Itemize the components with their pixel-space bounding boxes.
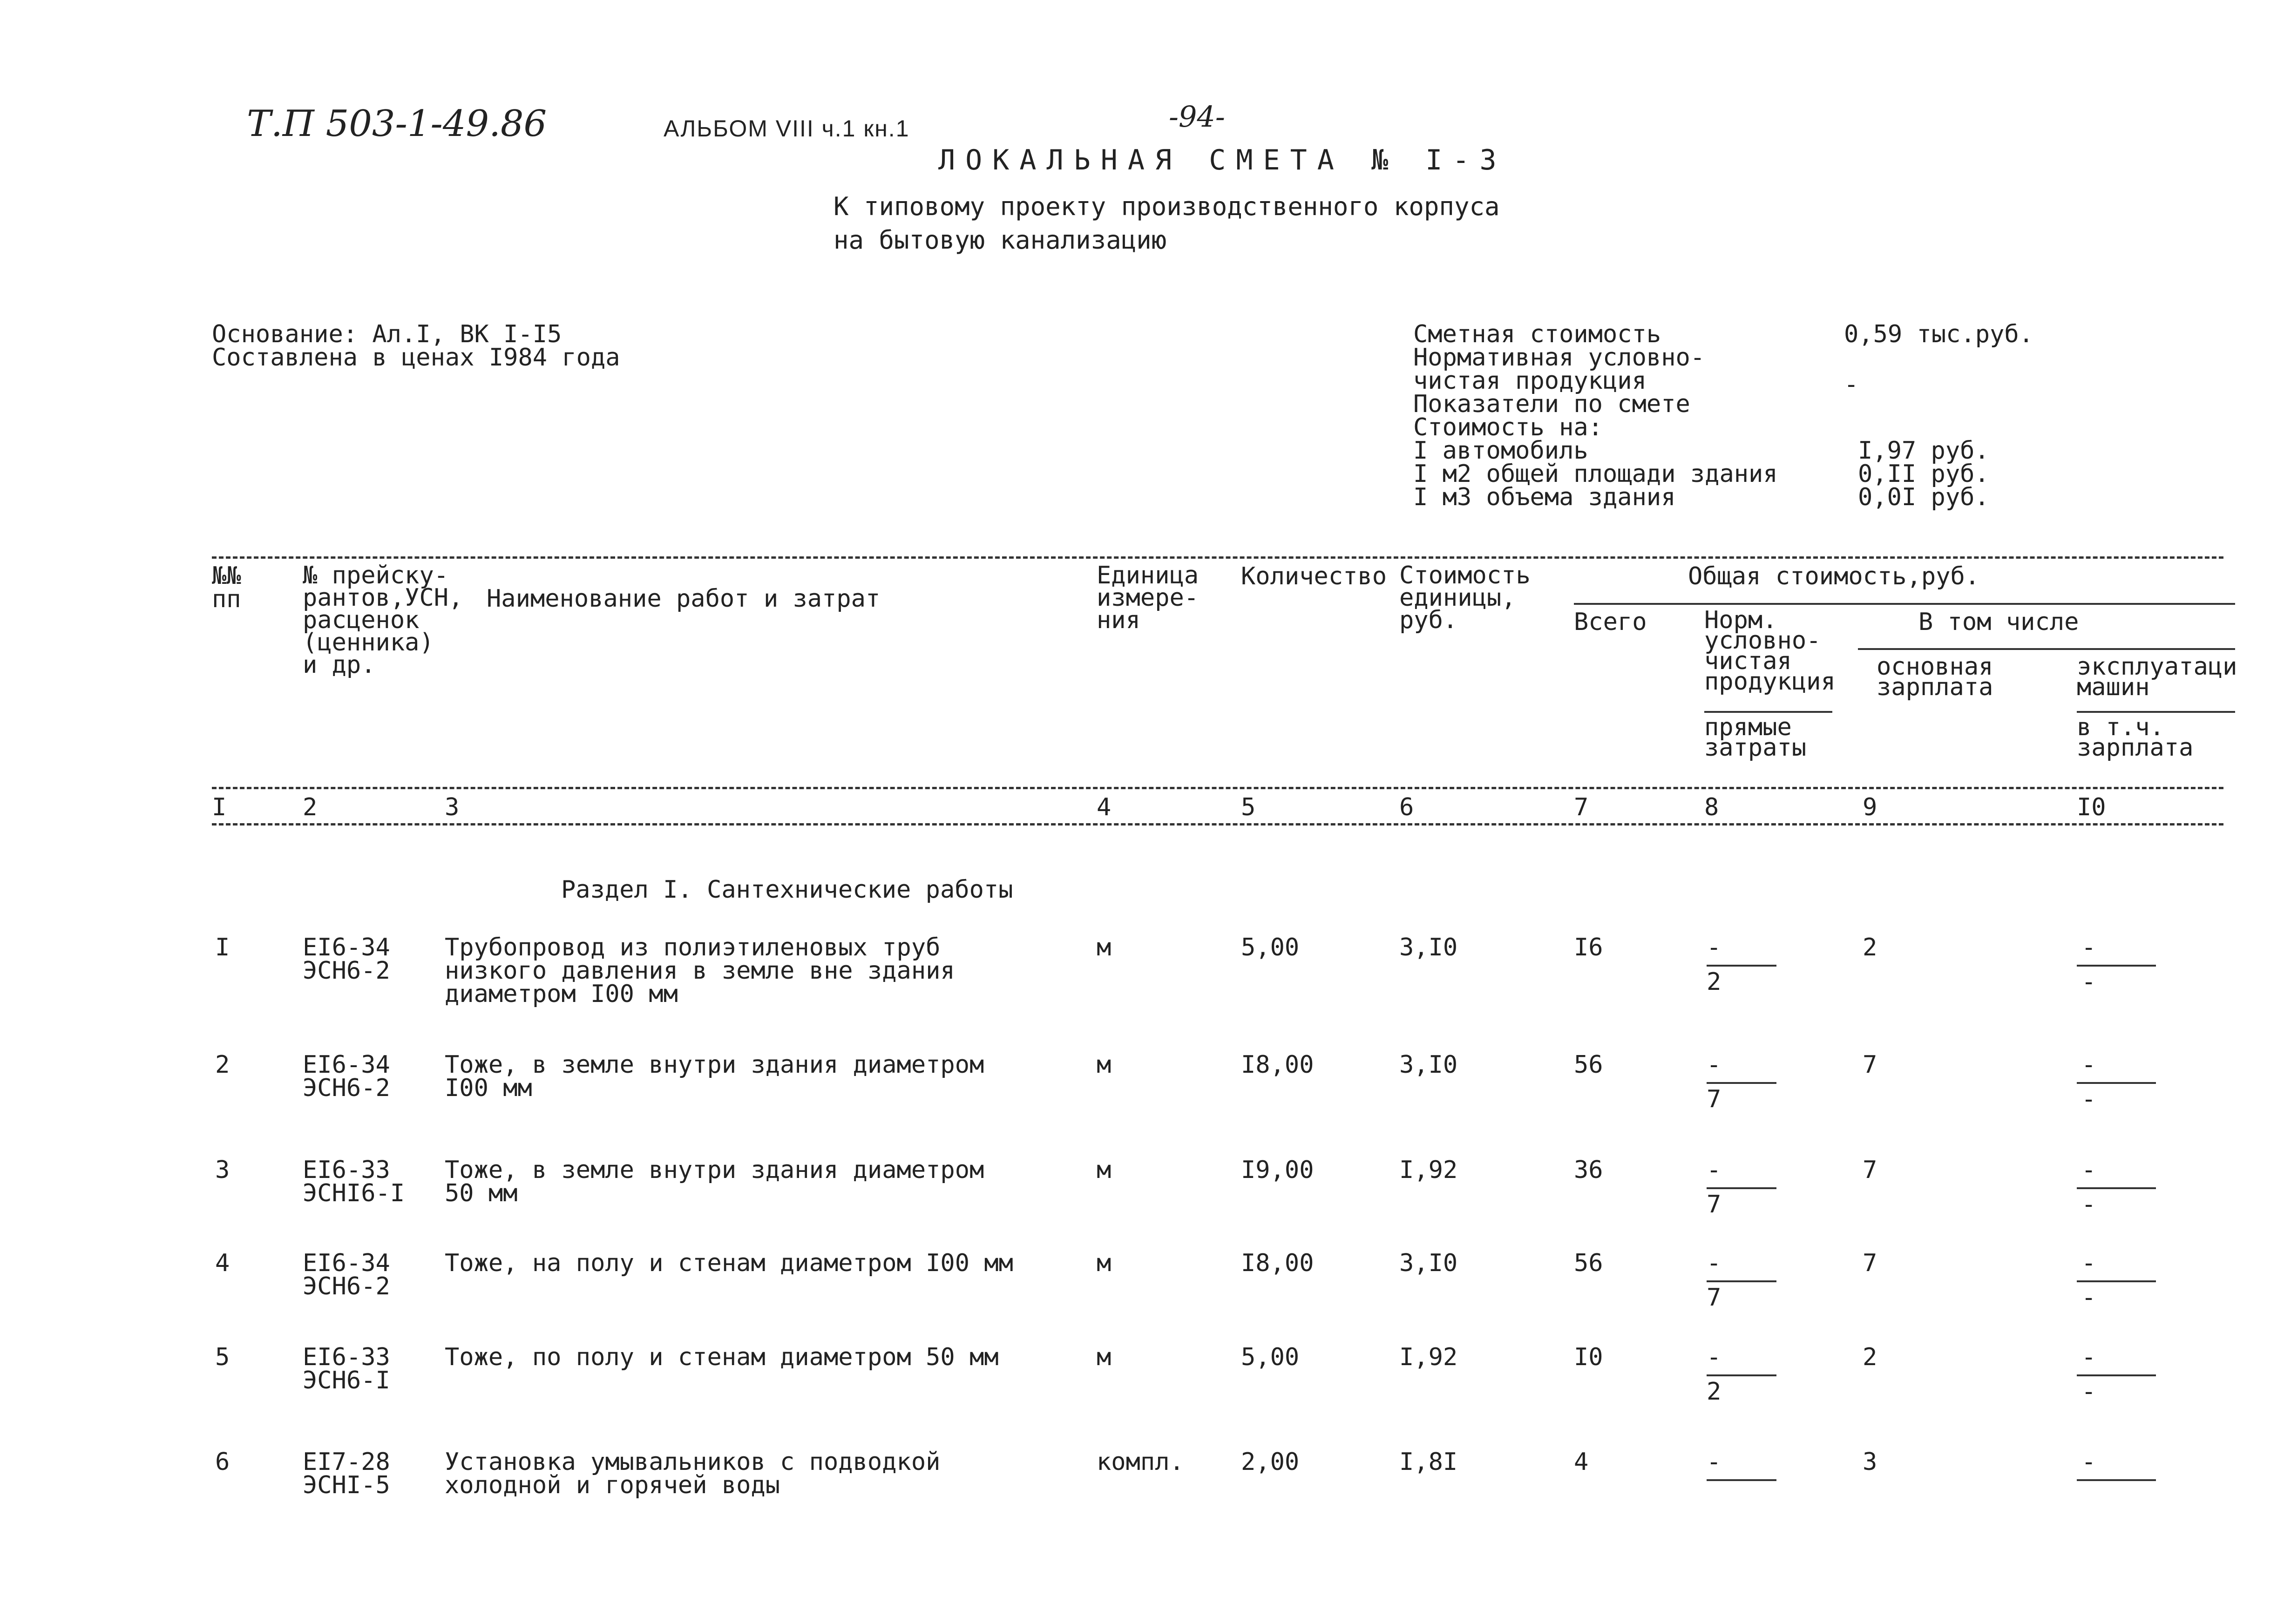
column-header-code: № прейску- рантов,УСН, расценок (ценника) и др. [303, 562, 463, 679]
column-header-direct-costs: прямые затраты [1704, 713, 1807, 762]
row-machine-top: - [2081, 1343, 2096, 1371]
estimated-cost-label: Сметная стоимость [1413, 320, 1661, 348]
row-unit: м [1097, 1156, 1112, 1184]
row-machine-bottom: - [2081, 968, 2096, 996]
row-machine-top: - [2081, 1051, 2096, 1079]
row-norm-fraction-line [1707, 1187, 1776, 1189]
row-machine-fraction-line [2077, 1082, 2156, 1084]
row-norm-fraction-line [1707, 1479, 1776, 1481]
column-number-10: I0 [2077, 793, 2106, 821]
row-number: 3 [215, 1156, 230, 1184]
row-quantity: 5,00 [1241, 934, 1300, 961]
indicators-label: Показатели по смете [1413, 390, 1690, 418]
row-work-name: Тоже, на полу и стенам диаметром I00 мм [445, 1249, 1013, 1277]
row-unit-price: I,8I [1399, 1448, 1458, 1476]
row-number: 2 [215, 1051, 230, 1079]
row-wage: 7 [1863, 1051, 1877, 1079]
per-m2-value: 0,II руб. [1858, 460, 1989, 488]
basis-line: Основание: Ал.I, ВК I-I5 [212, 320, 562, 348]
row-total: I0 [1574, 1343, 1603, 1371]
per-m3-value: 0,0I руб. [1858, 483, 1989, 511]
row-work-name: Тоже, по полу и стенам диаметром 50 мм [445, 1343, 999, 1371]
row-norm-top: - [1707, 1051, 1721, 1079]
row-norm-top: - [1707, 1156, 1721, 1184]
row-unit: м [1097, 1343, 1112, 1371]
row-work-name: Тоже, в земле внутри здания диаметром I00 мм [445, 1051, 984, 1102]
norm-product-rule [1704, 711, 1832, 713]
row-norm-top: - [1707, 934, 1721, 961]
row-quantity: 5,00 [1241, 1343, 1300, 1371]
row-machine-top: - [2081, 1448, 2096, 1476]
column-header-number: №№ пп [212, 562, 241, 613]
row-unit: м [1097, 1051, 1112, 1079]
column-number-3: 3 [445, 793, 460, 821]
column-header-total-cost: Общая стоимость,руб. [1688, 562, 1980, 590]
column-number-5: 5 [1241, 793, 1256, 821]
per-m2-label: I м2 общей площади здания [1413, 460, 1778, 488]
row-code: EI6-34 ЭСН6-2 [303, 934, 390, 985]
row-norm-top: - [1707, 1448, 1721, 1476]
row-number: 4 [215, 1249, 230, 1277]
row-norm-bottom: 7 [1707, 1191, 1721, 1218]
row-total: 56 [1574, 1051, 1603, 1079]
row-norm-bottom: 7 [1707, 1284, 1721, 1312]
section-title: Раздел I. Сантехнические работы [561, 876, 1013, 904]
row-quantity: I8,00 [1241, 1051, 1314, 1079]
row-quantity: I8,00 [1241, 1249, 1314, 1277]
row-wage: 7 [1863, 1156, 1877, 1184]
row-norm-top: - [1707, 1343, 1721, 1371]
row-wage: 3 [1863, 1448, 1877, 1476]
row-unit: компл. [1097, 1448, 1184, 1476]
row-norm-top: - [1707, 1249, 1721, 1277]
row-code: EI6-33 ЭСНI6-I [303, 1156, 405, 1207]
column-number-8: 8 [1704, 793, 1719, 821]
row-wage: 7 [1863, 1249, 1877, 1277]
row-number: 5 [215, 1343, 230, 1371]
row-machine-fraction-line [2077, 1280, 2156, 1282]
column-number-1: I [212, 793, 227, 821]
row-machine-bottom: - [2081, 1191, 2096, 1218]
row-total: 4 [1574, 1448, 1589, 1476]
row-total: I6 [1574, 934, 1603, 961]
column-number-7: 7 [1574, 793, 1589, 821]
total-cost-rule [1574, 603, 2235, 605]
row-number: 6 [215, 1448, 230, 1476]
column-header-machine-operation: эксплуатаци машин [2077, 653, 2237, 701]
column-number-4: 4 [1097, 793, 1112, 821]
column-number-2: 2 [303, 793, 318, 821]
row-code: EI6-34 ЭСН6-2 [303, 1249, 390, 1300]
row-code: EI6-34 ЭСН6-2 [303, 1051, 390, 1102]
norm-product-value: - [1844, 371, 1859, 399]
row-unit-price: 3,I0 [1399, 1249, 1458, 1277]
per-car-value: I,97 руб. [1858, 437, 1989, 465]
row-norm-bottom: 2 [1707, 968, 1721, 996]
estimate-title: ЛОКАЛЬНАЯ СМЕТА № I-3 [938, 144, 1507, 176]
page-number: -94- [1169, 100, 1225, 134]
column-header-unit: Единица измере- ния [1097, 562, 1199, 634]
row-total: 36 [1574, 1156, 1603, 1184]
row-code: EI6-33 ЭСН6-I [303, 1343, 390, 1394]
machine-rule [2077, 711, 2235, 713]
row-code: EI7-28 ЭСНI-5 [303, 1448, 390, 1499]
row-machine-top: - [2081, 1249, 2096, 1277]
row-machine-top: - [2081, 934, 2096, 961]
row-unit: м [1097, 934, 1112, 961]
row-machine-bottom: - [2081, 1284, 2096, 1312]
row-unit-price: 3,I0 [1399, 1051, 1458, 1079]
row-machine-fraction-line [2077, 1374, 2156, 1376]
row-norm-fraction-line [1707, 1082, 1776, 1084]
album-stamp: АЛЬБОМ VIII ч.1 кн.1 [664, 115, 910, 142]
row-unit: м [1097, 1249, 1112, 1277]
header-top-rule [212, 556, 2223, 559]
column-header-including: В том числе [1918, 608, 2079, 636]
row-machine-top: - [2081, 1156, 2096, 1184]
row-work-name: Тоже, в земле внутри здания диаметром 50 мм [445, 1156, 984, 1207]
row-work-name: Установка умывальников с подводкой холодной и горячей воды [445, 1448, 941, 1499]
per-car-label: I автомобиль [1413, 437, 1588, 465]
row-machine-fraction-line [2077, 1479, 2156, 1481]
row-wage: 2 [1863, 934, 1877, 961]
subtitle-line-2: на бытовую канализацию [834, 225, 1167, 255]
subtitle-line-1: К типовому проекту производственного корпуса [834, 192, 1500, 221]
column-header-quantity: Количество [1241, 562, 1387, 590]
row-quantity: 2,00 [1241, 1448, 1300, 1476]
row-norm-fraction-line [1707, 965, 1776, 967]
row-quantity: I9,00 [1241, 1156, 1314, 1184]
header-bottom-rule [212, 787, 2223, 789]
row-unit-price: I,92 [1399, 1343, 1458, 1371]
row-machine-fraction-line [2077, 1187, 2156, 1189]
row-total: 56 [1574, 1249, 1603, 1277]
row-work-name: Трубопровод из полиэтиленовых труб низкого давления в земле вне здания диаметром I00 мм [445, 934, 955, 1008]
row-unit-price: 3,I0 [1399, 934, 1458, 961]
row-norm-bottom: 2 [1707, 1378, 1721, 1406]
column-header-name: Наименование работ и затрат [487, 585, 881, 613]
per-m3-label: I м3 объема здания [1413, 483, 1676, 511]
norm-product-label-1: Нормативная условно- [1413, 344, 1705, 372]
row-machine-fraction-line [2077, 965, 2156, 967]
row-machine-bottom: - [2081, 1085, 2096, 1113]
including-rule [1858, 648, 2235, 650]
row-norm-fraction-line [1707, 1374, 1776, 1376]
row-norm-fraction-line [1707, 1280, 1776, 1282]
column-header-norm-product: Норм. условно- чистая продукция [1704, 606, 1836, 696]
row-unit-price: I,92 [1399, 1156, 1458, 1184]
row-number: I [215, 934, 230, 961]
column-number-9: 9 [1863, 793, 1877, 821]
column-number-rule [212, 823, 2223, 826]
row-machine-bottom: - [2081, 1378, 2096, 1406]
column-header-basic-wage: основная зарплата [1877, 653, 1993, 701]
estimated-cost-value: 0,59 тыс.руб. [1844, 320, 2033, 348]
column-header-total: Всего [1574, 608, 1647, 636]
document-code: Т.П 503-1-49.86 [247, 103, 547, 145]
row-wage: 2 [1863, 1343, 1877, 1371]
column-header-machine-wage: в т.ч. зарплата [2077, 713, 2194, 762]
column-header-unit-cost: Стоимость единицы, руб. [1399, 562, 1531, 634]
cost-per-label: Стоимость на: [1413, 413, 1603, 441]
norm-product-label-2: чистая продукция [1413, 367, 1647, 395]
prices-year-line: Составлена в ценах I984 года [212, 344, 620, 372]
column-number-6: 6 [1399, 793, 1414, 821]
row-norm-bottom: 7 [1707, 1085, 1721, 1113]
